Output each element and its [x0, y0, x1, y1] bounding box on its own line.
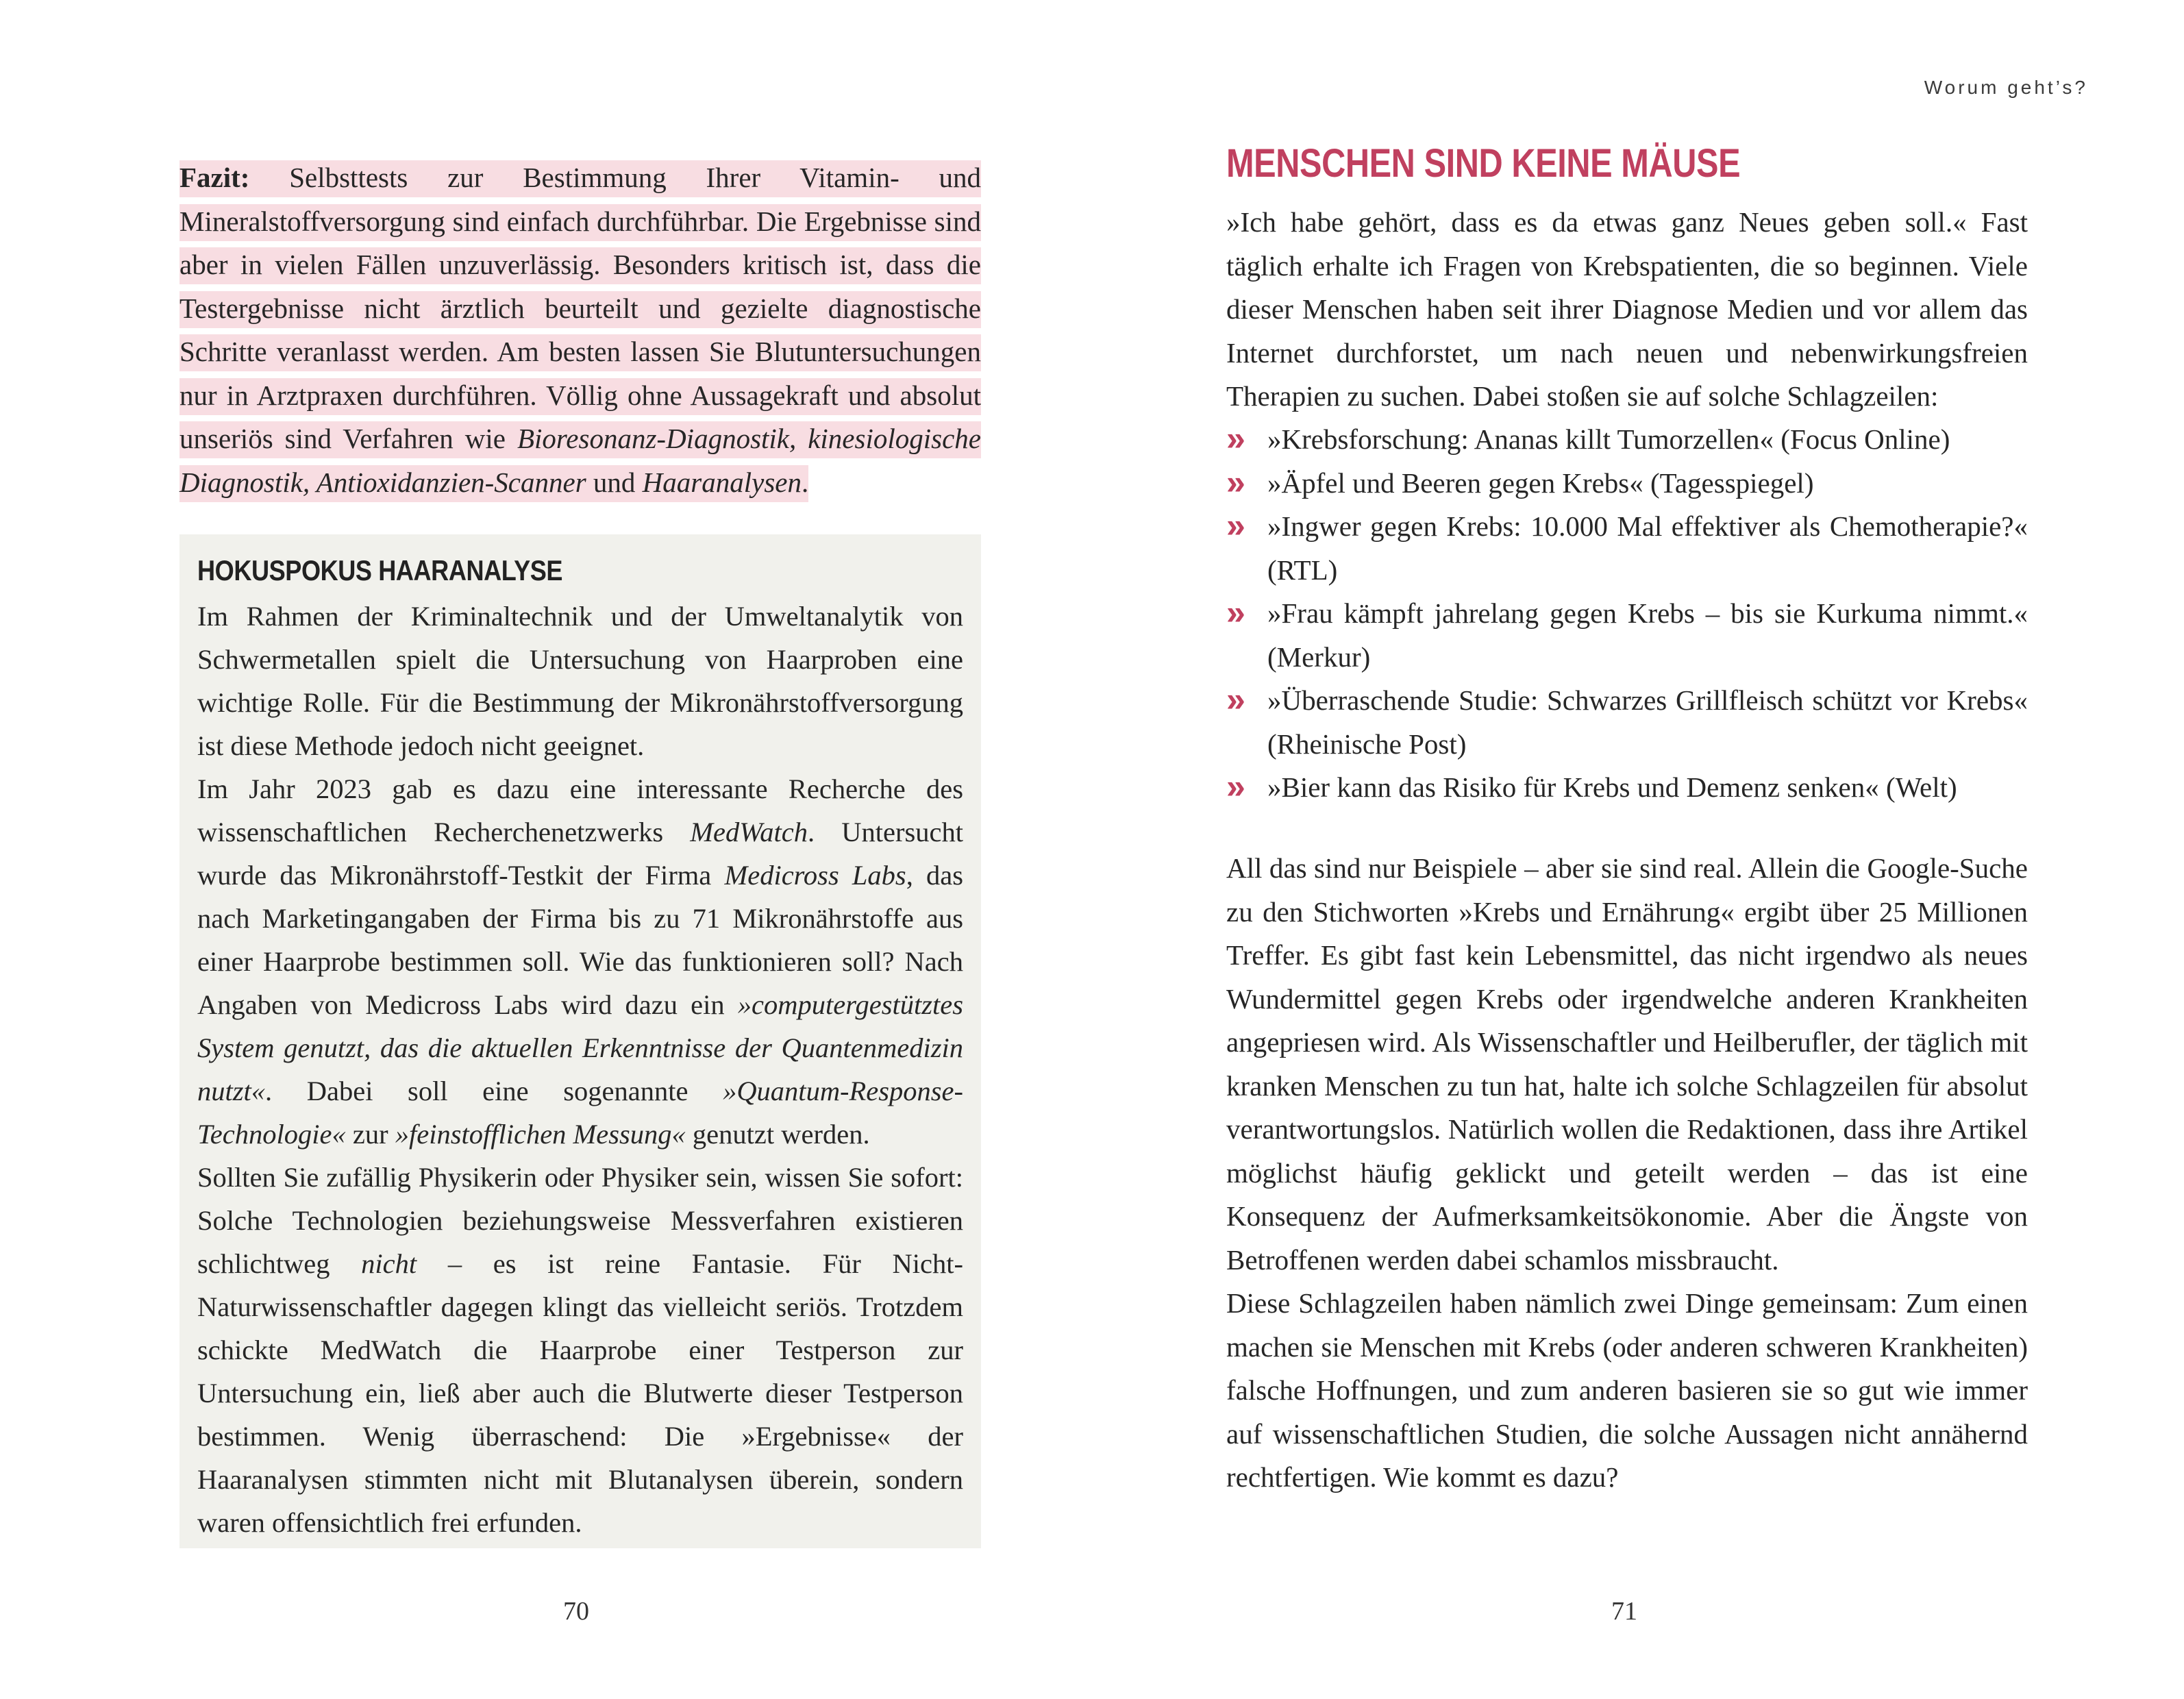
p2-italic-medicross: Medicross Labs [724, 860, 906, 891]
headline-text: »Überraschende Studie: Schwarzes Grillfleisch schützt vor Krebs« (Rheinische Post) [1267, 684, 2028, 760]
info-box [179, 534, 981, 1548]
outro-section [1226, 847, 2028, 1500]
chevron-bullet-icon: » [1226, 506, 1245, 545]
p2-italic-quote-3: »feinstofflichen Messung« [395, 1119, 686, 1150]
p2-italic-quote-1: »computergestütztes System genutzt, das die aktuellen Erkenntnisse der Quantenmedizin nutzt« [197, 989, 963, 1106]
p3-text-a: Sollten Sie zufällig Physikerin oder Physiker sein, wissen Sie sofort: Solche Technologien beziehungsweise Messverfahren existieren schlichtweg [197, 1162, 963, 1279]
headline-text: »Bier kann das Risiko für Krebs und Demenz senken« (Welt) [1267, 771, 1957, 803]
outro-paragraph-2: Diese Schlagzeilen haben nämlich zwei Dinge gemeinsam: Zum einen machen sie Menschen mit Krebs (oder anderen schweren Krankheiten) falsche Hoffnungen, und zum anderen basieren sie so gut wie immer auf wissenschaftlichen Studien, die solche Aussagen nicht annähernd rechtfertigen. Wie kommt es dazu? [1226, 1287, 2028, 1493]
running-head: Worum geht’s? [1924, 77, 2088, 98]
intro-paragraph [1226, 201, 2028, 419]
fazit-text-1: Selbsttests zur Bestimmung Ihrer Vitamin- und Mineralstoffversorgung sind einfach durchführbar. Die Ergebnisse sind aber in vielen Fällen unzuverlässig. Besonders kritisch ist, dass die Testergebnisse nicht ärztlich beurteilt und gezielte diagnostische Schritte veranlasst werden. Am besten lassen Sie Blutuntersuchungen nur in Arztpraxen durchführen. Völlig ohne Aussagekraft und absolut unseriös sind Verfahren wie [179, 162, 981, 454]
fazit-italic-1: Bioresonanz-Diagnostik, kinesiologische Diagnostik, Antioxidanzien-Scanner [179, 423, 981, 498]
headline-text: »Frau kämpft jahrelang gegen Krebs – bis sie Kurkuma nimmt.« (Merkur) [1267, 597, 2028, 673]
list-item [1226, 418, 2028, 462]
fazit-text-2: und [586, 466, 643, 498]
info-box-paragraph-1: Im Rahmen der Kriminaltechnik und der Umweltanalytik von Schwermetallen spielt die Untersuchung von Haarproben eine wichtige Rolle. Für die Bestimmung der Mikronährstoffversorgung ist diese Methode jedoch nicht geeignet. [197, 601, 963, 761]
headline-list [1226, 418, 2028, 810]
list-item [1226, 462, 2028, 506]
headline-text: »Ingwer gegen Krebs: 10.000 Mal effektiver als Chemotherapie?« (RTL) [1267, 510, 2028, 586]
section-heading: MENSCHEN SIND KEINE MÄUSE [1226, 141, 1741, 186]
fazit-paragraph [179, 156, 981, 504]
outro-paragraph-1: All das sind nur Beispiele – aber sie sind real. Allein die Google-Suche zu den Stichworten »Krebs und Ernährung« ergibt über 25 Millionen Treffer. Es gibt fast kein Lebensmittel, das nicht irgendwo als neues Wundermittel gegen Krebs oder irgendwelche anderen Krankheiten angepriesen wird. Als Wissenschaftler und Heilberufler, der täglich mit kranken Menschen zu tun hat, halte ich solche Schlagzeilen für absolut verantwortungslos. Natürlich wollen die Redaktionen, dass ihre Artikel möglichst häufig geklickt und geteilt werden – das ist eine Konsequenz der Aufmerksamkeitsökonomie. Aber die Ängste von Betroffenen werden dabei schamlos missbraucht. [1226, 852, 2028, 1276]
intro-text: »Ich habe gehört, dass es da etwas ganz Neues geben soll.« Fast täglich erhalte ich Fragen von Krebspatienten, die so beginnen. Viele dieser Menschen haben seit ihrer Diagnose Medien und vor allem das Internet durchforstet, um nach neuen und nebenwirkungsfreien Therapien zu suchen. Dabei stoßen sie auf solche Schlagzeilen: [1226, 206, 2028, 412]
p2-text-d: . Dabei soll eine sogenannte [265, 1076, 723, 1106]
p2-text-e: zur [345, 1119, 395, 1150]
p2-text-f: genutzt werden. [685, 1119, 870, 1150]
fazit-italic-2: Haaranalysen [642, 466, 802, 498]
fazit-label: Fazit: [179, 162, 250, 193]
p2-text-b: . Untersucht wurde das Mikronährstoff-Testkit der Firma [197, 817, 964, 891]
info-box-paragraph-2 [197, 767, 963, 1156]
page-number-left: 70 [563, 1597, 589, 1626]
chevron-bullet-icon: » [1226, 680, 1245, 719]
right-page [1092, 0, 2184, 1699]
info-box-title: HOKUSPOKUS HAARANALYSE [197, 554, 563, 586]
page-number-right: 71 [1611, 1597, 1637, 1626]
p3-italic-nicht: nicht [361, 1248, 417, 1279]
headline-text: »Krebsforschung: Ananas killt Tumorzellen« (Focus Online) [1267, 423, 1950, 455]
headline-text: »Äpfel und Beeren gegen Krebs« (Tagesspiegel) [1267, 467, 1814, 499]
p2-text-a: Im Jahr 2023 gab es dazu eine interessante Recherche des wissenschaftlichen Recherchenetzwerks [197, 773, 963, 847]
list-item [1226, 679, 2028, 766]
fazit-text-3: . [801, 466, 809, 498]
p2-italic-quote-2: »Quantum-Response-Technologie« [197, 1076, 963, 1150]
p3-text-b: – es ist reine Fantasie. Für Nicht-Naturwissenschaftler dagegen klingt das vielleicht seriös. Trotzdem schickte MedWatch die Haarprobe einer Testperson zur Untersuchung ein, ließ aber auch die Blutwerte dieser Testperson bestimmen. Wenig überraschend: Die »Ergebnisse« der Haaranalysen stimmten nicht mit Blutanalysen überein, sondern waren offensichtlich frei erfunden. [197, 1248, 963, 1538]
chevron-bullet-icon: » [1226, 462, 1245, 501]
list-item [1226, 766, 2028, 810]
chevron-bullet-icon: » [1226, 593, 1245, 632]
list-item [1226, 592, 2028, 679]
p2-text-c: , das nach Marketingangaben der Firma bis zu 71 Mikronährstoffe aus einer Haarprobe bestimmen soll. Wie das funktionieren soll? Nach Angaben von Medicross Labs wird dazu ein [197, 860, 963, 1020]
p2-italic-medwatch: MedWatch [690, 817, 808, 847]
info-box-paragraph-3 [197, 1156, 963, 1544]
chevron-bullet-icon: » [1226, 419, 1245, 458]
list-item [1226, 505, 2028, 592]
chevron-bullet-icon: » [1226, 767, 1245, 806]
